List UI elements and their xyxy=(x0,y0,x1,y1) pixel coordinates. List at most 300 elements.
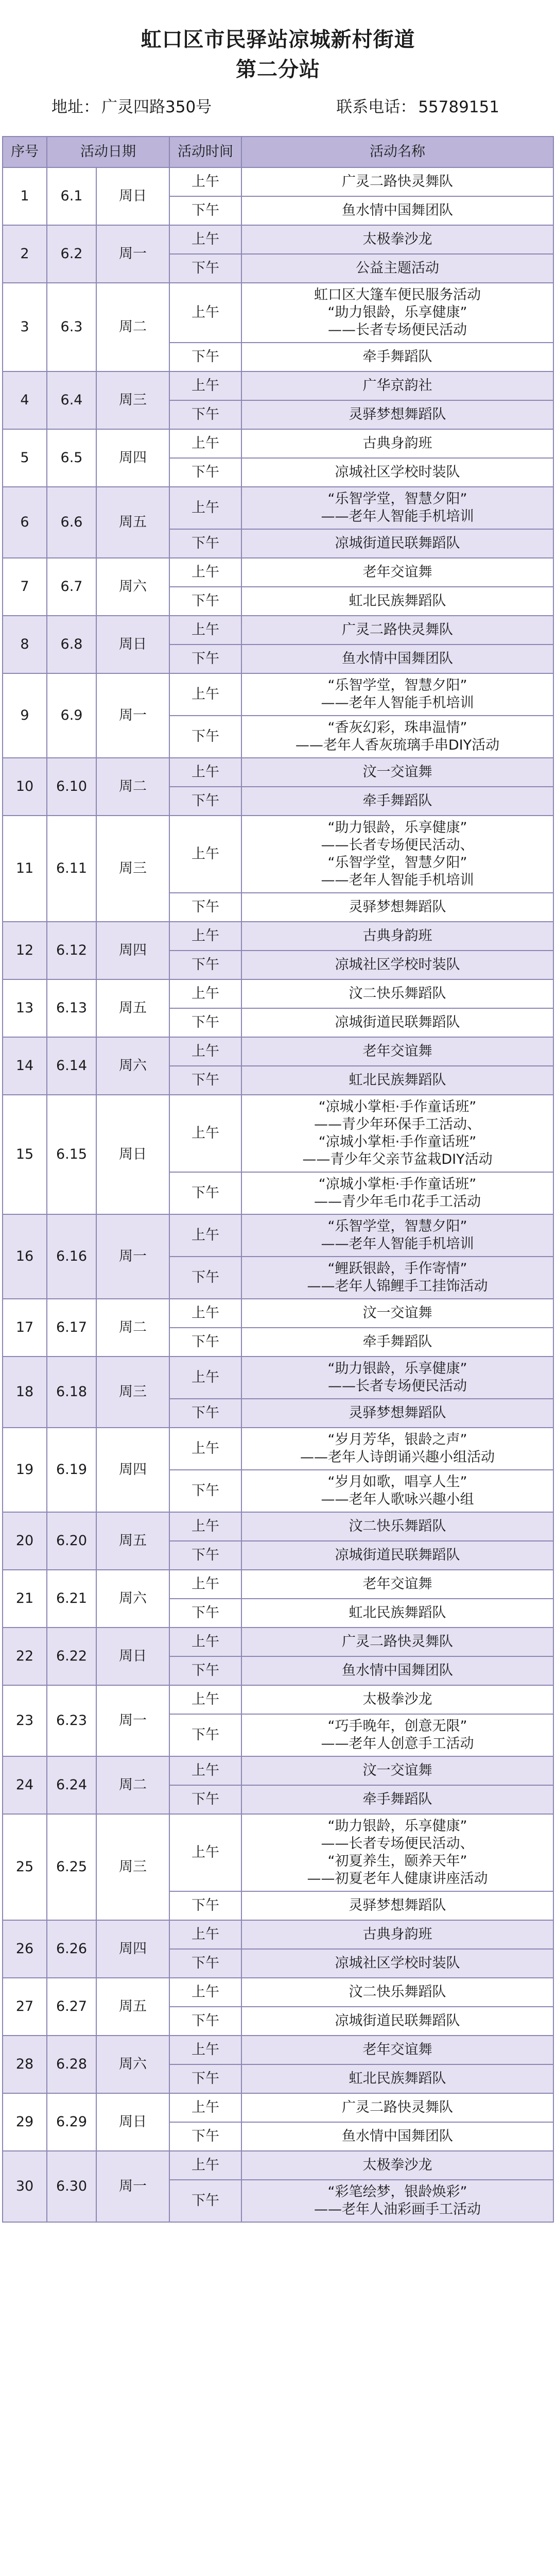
activity-name xyxy=(241,1214,553,1257)
activity-line: 鱼水情中国舞团队 xyxy=(342,651,453,667)
activity-line: ——长者专场便民活动、 xyxy=(321,837,474,853)
activity-line: 虹北民族舞蹈队 xyxy=(349,1072,446,1088)
row-weekday: 周一 xyxy=(96,2151,169,2222)
row-index: 5 xyxy=(3,429,47,487)
activity-line: 灵驿梦想舞蹈队 xyxy=(349,899,446,915)
table-row xyxy=(3,758,553,787)
activity-line: 凉城社区学校时装队 xyxy=(335,464,460,480)
header-activity: 活动名称 xyxy=(241,137,553,167)
slot-time: 上午 xyxy=(169,1756,241,1785)
row-index: 12 xyxy=(3,922,47,979)
activity-line: 凉城社区学校时装队 xyxy=(335,957,460,973)
slot-time: 上午 xyxy=(169,673,241,716)
activity-line: 虹北民族舞蹈队 xyxy=(349,1605,446,1621)
activity-line: ——老年人智能手机培训 xyxy=(321,695,474,711)
slot-time: 上午 xyxy=(169,1978,241,2007)
activity-line: 汶二快乐舞蹈队 xyxy=(349,1984,446,2000)
table-row xyxy=(3,2036,553,2064)
slot-time: 下午 xyxy=(169,1541,241,1570)
activity-name xyxy=(241,2122,553,2151)
activity-line: 古典身韵班 xyxy=(362,1926,432,1942)
slot-time: 下午 xyxy=(169,645,241,673)
header-slot: 活动时间 xyxy=(169,137,241,167)
row-weekday: 周二 xyxy=(96,1299,169,1357)
row-index: 13 xyxy=(3,979,47,1037)
slot-time: 上午 xyxy=(169,1628,241,1656)
row-weekday: 周四 xyxy=(96,1920,169,1978)
table-row xyxy=(3,1685,553,1714)
slot-time: 下午 xyxy=(169,1714,241,1756)
activity-line: ——老年人锦鲤手工挂饰活动 xyxy=(307,1278,488,1294)
activity-name xyxy=(241,1814,553,1891)
row-date: 6.26 xyxy=(47,1920,96,1978)
slot-time: 下午 xyxy=(169,1470,241,1512)
activity-line: 广灵二路快灵舞队 xyxy=(342,622,453,638)
activity-name xyxy=(241,1541,553,1570)
slot-time: 下午 xyxy=(169,1599,241,1628)
row-index: 3 xyxy=(3,283,47,371)
activity-line: “乐智学堂，智慧夕阳” xyxy=(327,855,467,871)
row-date: 6.24 xyxy=(47,1756,96,1814)
activity-name xyxy=(241,716,553,758)
row-date: 6.25 xyxy=(47,1814,96,1920)
activity-line: 虹北民族舞蹈队 xyxy=(349,593,446,609)
activity-line: ——老年人诗朗诵兴趣小组活动 xyxy=(300,1449,495,1465)
table-row xyxy=(3,487,553,529)
slot-time: 上午 xyxy=(169,1357,241,1399)
table-row xyxy=(3,1095,553,1172)
activity-name xyxy=(241,429,553,458)
activity-name xyxy=(241,2036,553,2064)
activity-name xyxy=(241,1428,553,1470)
activity-line: “彩笔绘梦，银龄焕彩” xyxy=(327,2184,467,2200)
row-date: 6.16 xyxy=(47,1214,96,1299)
row-date: 6.10 xyxy=(47,758,96,816)
row-date: 6.23 xyxy=(47,1685,96,1756)
row-date: 6.13 xyxy=(47,979,96,1037)
title-block xyxy=(0,0,556,84)
row-index: 7 xyxy=(3,558,47,616)
activity-line: 鱼水情中国舞团队 xyxy=(342,2128,453,2144)
slot-time: 上午 xyxy=(169,167,241,196)
activity-line: 广灵二路快灵舞队 xyxy=(342,1634,453,1650)
activity-line: ——老年人香灰琉璃手串DIY活动 xyxy=(295,737,500,753)
activity-line: 凉城街道民联舞蹈队 xyxy=(335,2013,460,2029)
activity-name xyxy=(241,1037,553,1066)
address-value: 广灵四路350号 xyxy=(101,98,212,116)
row-index: 27 xyxy=(3,1978,47,2036)
slot-time: 下午 xyxy=(169,716,241,758)
activity-line: 凉城街道民联舞蹈队 xyxy=(335,1014,460,1030)
slot-time: 上午 xyxy=(169,1214,241,1257)
slot-time: 下午 xyxy=(169,587,241,616)
row-weekday: 周日 xyxy=(96,616,169,673)
activity-line: 太极拳沙龙 xyxy=(362,231,432,247)
schedule-body xyxy=(3,167,553,2222)
row-index: 15 xyxy=(3,1095,47,1214)
slot-time: 下午 xyxy=(169,2007,241,2036)
row-weekday: 周日 xyxy=(96,1095,169,1214)
activity-line: 老年交谊舞 xyxy=(362,564,432,580)
activity-line: ——长者专场便民活动 xyxy=(328,1378,467,1394)
row-date: 6.2 xyxy=(47,225,96,283)
row-weekday: 周二 xyxy=(96,283,169,371)
slot-time: 上午 xyxy=(169,1920,241,1949)
row-index: 24 xyxy=(3,1756,47,1814)
activity-line: 牵手舞蹈队 xyxy=(362,349,432,365)
row-weekday: 周三 xyxy=(96,1814,169,1920)
row-date: 6.8 xyxy=(47,616,96,673)
activity-line: 太极拳沙龙 xyxy=(362,1691,432,1707)
table-row xyxy=(3,616,553,645)
table-row xyxy=(3,1628,553,1656)
row-index: 1 xyxy=(3,167,47,225)
activity-name xyxy=(241,1172,553,1214)
slot-time: 上午 xyxy=(169,922,241,951)
row-date: 6.21 xyxy=(47,1570,96,1628)
row-weekday: 周日 xyxy=(96,2093,169,2151)
slot-time: 下午 xyxy=(169,458,241,487)
row-weekday: 周五 xyxy=(96,1512,169,1570)
row-date: 6.6 xyxy=(47,487,96,558)
activity-name xyxy=(241,587,553,616)
row-date: 6.1 xyxy=(47,167,96,225)
activity-name xyxy=(241,1599,553,1628)
table-row xyxy=(3,1978,553,2007)
row-index: 8 xyxy=(3,616,47,673)
table-row xyxy=(3,1299,553,1328)
slot-time: 下午 xyxy=(169,1656,241,1685)
activity-line: “岁月如歌，唱享人生” xyxy=(327,1474,467,1490)
table-row xyxy=(3,1756,553,1785)
row-index: 4 xyxy=(3,371,47,429)
activity-name xyxy=(241,1949,553,1978)
activity-line: 广灵二路快灵舞队 xyxy=(342,2099,453,2115)
row-date: 6.28 xyxy=(47,2036,96,2093)
slot-time: 上午 xyxy=(169,283,241,343)
row-weekday: 周三 xyxy=(96,816,169,922)
table-row xyxy=(3,1037,553,1066)
activity-line: 古典身韵班 xyxy=(362,928,432,944)
activity-line: 灵驿梦想舞蹈队 xyxy=(349,1897,446,1913)
activity-line: ——初夏老年人健康讲座活动 xyxy=(307,1871,488,1887)
activity-name xyxy=(241,1399,553,1428)
row-index: 10 xyxy=(3,758,47,816)
activity-line: 公益主题活动 xyxy=(356,260,439,276)
row-index: 22 xyxy=(3,1628,47,1685)
activity-line: ——老年人智能手机培训 xyxy=(321,872,474,888)
table-row xyxy=(3,922,553,951)
activity-line: 广华京韵社 xyxy=(362,378,432,394)
activity-line: 老年交谊舞 xyxy=(362,2042,432,2058)
activity-line: “乐智学堂，智慧夕阳” xyxy=(327,491,467,507)
row-date: 6.19 xyxy=(47,1428,96,1512)
slot-time: 上午 xyxy=(169,225,241,254)
row-date: 6.3 xyxy=(47,283,96,371)
activity-line: ——老年人创意手工活动 xyxy=(321,1736,474,1752)
row-index: 25 xyxy=(3,1814,47,1920)
activity-name xyxy=(241,1008,553,1037)
slot-time: 下午 xyxy=(169,1399,241,1428)
activity-name xyxy=(241,1299,553,1328)
activity-line: “助力银龄，乐享健康” xyxy=(327,820,467,836)
table-row xyxy=(3,979,553,1008)
activity-line: ——青少年父亲节盆栽DIY活动 xyxy=(302,1151,493,1167)
activity-line: ——老年人智能手机培训 xyxy=(321,1236,474,1252)
slot-time: 下午 xyxy=(169,1257,241,1299)
row-index: 14 xyxy=(3,1037,47,1095)
activity-line: “香灰幻彩，珠串温情” xyxy=(327,720,467,736)
activity-line: “助力银龄，乐享健康” xyxy=(327,1361,467,1377)
phone-value: 55789151 xyxy=(418,98,499,116)
row-index: 30 xyxy=(3,2151,47,2222)
activity-name xyxy=(241,1785,553,1814)
activity-name xyxy=(241,283,553,343)
row-weekday: 周四 xyxy=(96,429,169,487)
activity-name xyxy=(241,922,553,951)
activity-name xyxy=(241,400,553,429)
slot-time: 上午 xyxy=(169,616,241,645)
activity-name xyxy=(241,1714,553,1756)
activity-line: ——青少年环保手工活动、 xyxy=(314,1116,481,1132)
table-row xyxy=(3,429,553,458)
activity-line: ——青少年毛巾花手工活动 xyxy=(314,1194,481,1210)
activity-name xyxy=(241,1756,553,1785)
activity-name xyxy=(241,1066,553,1095)
activity-line: ——老年人歌咏兴趣小组 xyxy=(321,1492,474,1507)
header-index: 序号 xyxy=(3,137,47,167)
slot-time: 下午 xyxy=(169,2064,241,2093)
slot-time: 上午 xyxy=(169,2151,241,2180)
activity-name xyxy=(241,558,553,587)
slot-time: 下午 xyxy=(169,1328,241,1357)
activity-line: 老年交谊舞 xyxy=(362,1576,432,1592)
activity-name xyxy=(241,196,553,225)
row-index: 20 xyxy=(3,1512,47,1570)
activity-line: “初夏养生，颐养天年” xyxy=(327,1853,467,1869)
slot-time: 上午 xyxy=(169,2036,241,2064)
activity-line: 广灵二路快灵舞队 xyxy=(342,174,453,190)
slot-time: 上午 xyxy=(169,1095,241,1172)
slot-time: 上午 xyxy=(169,1685,241,1714)
activity-name xyxy=(241,816,553,893)
activity-name xyxy=(241,529,553,558)
row-index: 21 xyxy=(3,1570,47,1628)
row-date: 6.14 xyxy=(47,1037,96,1095)
row-weekday: 周五 xyxy=(96,1978,169,2036)
table-row xyxy=(3,1357,553,1399)
row-date: 6.4 xyxy=(47,371,96,429)
activity-name xyxy=(241,1095,553,1172)
activity-line: 凉城街道民联舞蹈队 xyxy=(335,535,460,551)
activity-line: 汶二快乐舞蹈队 xyxy=(349,986,446,1002)
activity-line: “凉城小掌柜·手作童话班” xyxy=(318,1176,477,1192)
table-row xyxy=(3,371,553,400)
row-date: 6.27 xyxy=(47,1978,96,2036)
slot-time: 下午 xyxy=(169,2180,241,2222)
activity-line: “助力银龄，乐享健康” xyxy=(327,304,467,320)
row-weekday: 周一 xyxy=(96,673,169,758)
page-title: 虹口区市民驿站凉城新村街道 xyxy=(141,28,415,52)
table-row xyxy=(3,167,553,196)
activity-line: 鱼水情中国舞团队 xyxy=(342,1663,453,1679)
table-row xyxy=(3,1570,553,1599)
activity-name xyxy=(241,1628,553,1656)
schedule-table xyxy=(2,136,554,2223)
table-row xyxy=(3,1920,553,1949)
slot-time: 下午 xyxy=(169,343,241,371)
activity-line: 汶一交谊舞 xyxy=(362,764,432,780)
phone-label: 联系电话： xyxy=(336,98,416,116)
activity-line: 虹北民族舞蹈队 xyxy=(349,2071,446,2087)
activity-name xyxy=(241,1328,553,1357)
activity-line: “乐智学堂，智慧夕阳” xyxy=(327,1218,467,1234)
activity-name xyxy=(241,1978,553,2007)
slot-time: 下午 xyxy=(169,1949,241,1978)
slot-time: 下午 xyxy=(169,196,241,225)
activity-line: 牵手舞蹈队 xyxy=(362,793,432,809)
table-row xyxy=(3,2151,553,2180)
activity-line: 灵驿梦想舞蹈队 xyxy=(349,406,446,422)
slot-time: 上午 xyxy=(169,2093,241,2122)
activity-line: “乐智学堂，智慧夕阳” xyxy=(327,677,467,693)
activity-line: “岁月芳华，银龄之声” xyxy=(327,1432,467,1448)
row-date: 6.7 xyxy=(47,558,96,616)
activity-line: “助力银龄，乐享健康” xyxy=(327,1818,467,1834)
activity-name xyxy=(241,167,553,196)
contact-info xyxy=(0,84,556,117)
row-weekday: 周一 xyxy=(96,1214,169,1299)
activity-line: 凉城社区学校时装队 xyxy=(335,1955,460,1971)
activity-name xyxy=(241,1891,553,1920)
slot-time: 下午 xyxy=(169,529,241,558)
activity-line: “鲤跃银龄，手作寄情” xyxy=(327,1261,467,1277)
row-index: 17 xyxy=(3,1299,47,1357)
activity-name xyxy=(241,645,553,673)
slot-time: 上午 xyxy=(169,487,241,529)
activity-line: 凉城街道民联舞蹈队 xyxy=(335,1547,460,1563)
header-date: 活动日期 xyxy=(47,137,169,167)
activity-name xyxy=(241,371,553,400)
row-index: 28 xyxy=(3,2036,47,2093)
activity-name xyxy=(241,1257,553,1299)
row-date: 6.9 xyxy=(47,673,96,758)
row-weekday: 周日 xyxy=(96,167,169,225)
row-index: 2 xyxy=(3,225,47,283)
row-weekday: 周日 xyxy=(96,1628,169,1685)
activity-name xyxy=(241,2007,553,2036)
row-weekday: 周三 xyxy=(96,371,169,429)
slot-time: 上午 xyxy=(169,558,241,587)
activity-name xyxy=(241,1685,553,1714)
slot-time: 上午 xyxy=(169,979,241,1008)
row-date: 6.20 xyxy=(47,1512,96,1570)
activity-name xyxy=(241,1656,553,1685)
slot-time: 下午 xyxy=(169,400,241,429)
table-row xyxy=(3,1814,553,1891)
activity-name xyxy=(241,343,553,371)
row-date: 6.5 xyxy=(47,429,96,487)
activity-name xyxy=(241,487,553,529)
slot-time: 下午 xyxy=(169,787,241,816)
activity-line: 虹口区大篷车便民服务活动 xyxy=(314,287,481,303)
activity-name xyxy=(241,2064,553,2093)
activity-name xyxy=(241,673,553,716)
slot-time: 下午 xyxy=(169,254,241,283)
table-row xyxy=(3,2093,553,2122)
row-weekday: 周六 xyxy=(96,2036,169,2093)
activity-line: 牵手舞蹈队 xyxy=(362,1791,432,1807)
row-weekday: 周六 xyxy=(96,1570,169,1628)
row-index: 9 xyxy=(3,673,47,758)
row-weekday: 周四 xyxy=(96,1428,169,1512)
phone-info xyxy=(336,97,499,117)
activity-name xyxy=(241,758,553,787)
activity-line: 灵驿梦想舞蹈队 xyxy=(349,1405,446,1421)
activity-name xyxy=(241,1512,553,1541)
row-weekday: 周二 xyxy=(96,1756,169,1814)
row-weekday: 周四 xyxy=(96,922,169,979)
row-date: 6.12 xyxy=(47,922,96,979)
slot-time: 下午 xyxy=(169,1008,241,1037)
activity-name xyxy=(241,787,553,816)
row-weekday: 周五 xyxy=(96,487,169,558)
activity-line: 汶一交谊舞 xyxy=(362,1762,432,1778)
activity-name xyxy=(241,254,553,283)
activity-name xyxy=(241,951,553,979)
slot-time: 上午 xyxy=(169,1512,241,1541)
address-info xyxy=(51,97,212,117)
row-index: 29 xyxy=(3,2093,47,2151)
address-label: 地址： xyxy=(51,98,99,116)
slot-time: 下午 xyxy=(169,2122,241,2151)
row-date: 6.30 xyxy=(47,2151,96,2222)
table-row xyxy=(3,558,553,587)
activity-line: 古典身韵班 xyxy=(362,435,432,451)
slot-time: 上午 xyxy=(169,1814,241,1891)
slot-time: 上午 xyxy=(169,371,241,400)
activity-line: 汶二快乐舞蹈队 xyxy=(349,1518,446,1534)
table-row xyxy=(3,816,553,893)
row-index: 11 xyxy=(3,816,47,922)
row-index: 6 xyxy=(3,487,47,558)
row-index: 26 xyxy=(3,1920,47,1978)
activity-line: “凉城小掌柜·手作童话班” xyxy=(318,1099,477,1115)
row-index: 19 xyxy=(3,1428,47,1512)
table-row xyxy=(3,1428,553,1470)
activity-name xyxy=(241,2151,553,2180)
activity-name xyxy=(241,225,553,254)
activity-name xyxy=(241,458,553,487)
row-weekday: 周一 xyxy=(96,225,169,283)
activity-line: 鱼水情中国舞团队 xyxy=(342,202,453,218)
table-header-row xyxy=(3,137,553,167)
slot-time: 下午 xyxy=(169,893,241,922)
activity-name xyxy=(241,1920,553,1949)
activity-name xyxy=(241,2180,553,2222)
row-weekday: 周六 xyxy=(96,558,169,616)
slot-time: 上午 xyxy=(169,429,241,458)
slot-time: 下午 xyxy=(169,1891,241,1920)
row-index: 18 xyxy=(3,1357,47,1428)
slot-time: 下午 xyxy=(169,951,241,979)
slot-time: 下午 xyxy=(169,1172,241,1214)
activity-name xyxy=(241,1470,553,1512)
row-weekday: 周三 xyxy=(96,1357,169,1428)
slot-time: 上午 xyxy=(169,1037,241,1066)
row-weekday: 周五 xyxy=(96,979,169,1037)
activity-line: 太极拳沙龙 xyxy=(362,2157,432,2173)
